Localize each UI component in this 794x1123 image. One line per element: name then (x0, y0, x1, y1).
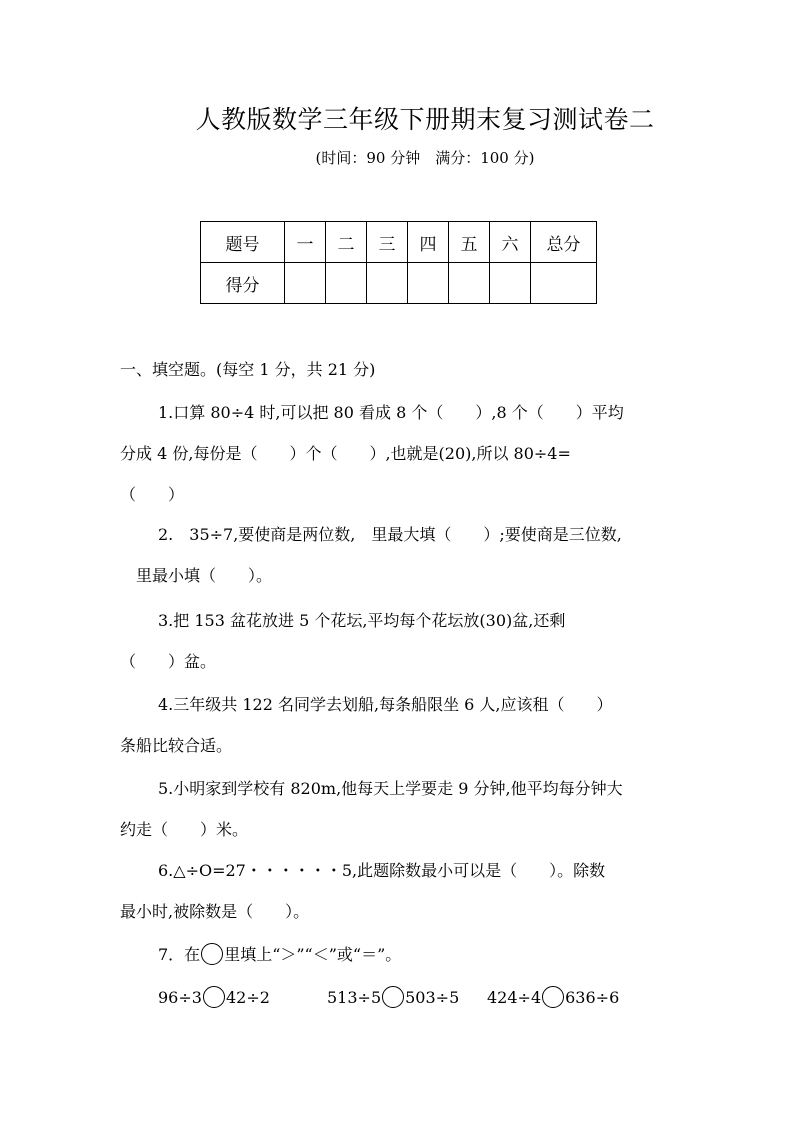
answer-circle-icon[interactable] (382, 986, 404, 1008)
score-cell (531, 263, 597, 304)
score-cell (449, 263, 490, 304)
comparison-right: 636÷6 (565, 988, 620, 1007)
question-6-line-1: 6.△÷O=27・・・・・・5,此题除数最小可以是（ ）。除数 (158, 861, 606, 880)
comparison-right: 503÷5 (405, 988, 460, 1007)
question-4-line-2: 条船比较合适。 (120, 736, 233, 755)
comparison-3 (487, 986, 619, 1008)
score-cell (490, 263, 531, 304)
table-row (201, 263, 597, 304)
score-cell (326, 263, 367, 304)
question-7-prefix: 7．在 (158, 945, 201, 964)
comparison-left: 513÷5 (327, 988, 382, 1007)
question-1-line-3: （ ） (120, 485, 185, 504)
score-cell (367, 263, 408, 304)
comparison-left: 424÷4 (487, 988, 542, 1007)
question-1-line-2: 分成 4 份,每份是（ ）个（ ）,也就是(20),所以 80÷4= (120, 444, 571, 463)
blank-circle-icon (201, 943, 223, 965)
question-4-line-1: 4.三年级共 122 名同学去划船,每条船限坐 6 人,应该租（ ） (158, 695, 613, 714)
question-7-instruction (158, 942, 401, 965)
comparison-left: 96÷3 (158, 988, 202, 1007)
page-title: 人教版数学三年级下册期末复习测试卷二 (195, 105, 655, 134)
table-header-cell: 题号 (201, 222, 285, 263)
exam-info: (时间：90 分钟 满分：100 分) (315, 149, 535, 167)
question-2-line-1: 2. 35÷7,要使商是两位数, 里最大填（ ）;要使商是三位数, (158, 525, 622, 544)
table-header-cell: 四 (408, 222, 449, 263)
table-header-cell: 总分 (531, 222, 597, 263)
section-note: (每空 1 分，共 21 分) (216, 360, 376, 379)
comparison-right: 42÷2 (225, 988, 270, 1007)
question-3-line-2: （ ）盆。 (120, 652, 217, 671)
score-cell (285, 263, 326, 304)
question-2-line-2: 里最小填（ ）。 (120, 566, 273, 585)
question-1-line-1: 1.口算 80÷4 时,可以把 80 看成 8 个（ ）,8 个（ ）平均 (158, 403, 624, 422)
table-header-cell: 二 (326, 222, 367, 263)
table-row-label: 得分 (201, 263, 285, 304)
answer-circle-icon[interactable] (203, 986, 225, 1008)
section-heading (120, 357, 375, 380)
comparison-2 (327, 986, 459, 1008)
table-header-cell: 一 (285, 222, 326, 263)
score-table (200, 221, 597, 304)
table-header-cell: 三 (367, 222, 408, 263)
question-5-line-2: 约走（ ）米。 (120, 820, 249, 839)
question-5-line-1: 5.小明家到学校有 820m,他每天上学要走 9 分钟,他平均每分钟大 (158, 779, 623, 798)
table-header-cell: 五 (449, 222, 490, 263)
question-6-line-2: 最小时,被除数是（ ）。 (120, 902, 310, 921)
question-7-suffix: 里填上“＞”“＜”或“＝”。 (224, 945, 402, 964)
comparison-1 (158, 986, 270, 1008)
table-header-cell: 六 (490, 222, 531, 263)
answer-circle-icon[interactable] (542, 986, 564, 1008)
question-3-line-1: 3.把 153 盆花放进 5 个花坛,平均每个花坛放(30)盆,还剩 (158, 611, 566, 630)
table-row (201, 222, 597, 263)
section-title: 一、填空题。 (120, 360, 217, 379)
score-cell (408, 263, 449, 304)
